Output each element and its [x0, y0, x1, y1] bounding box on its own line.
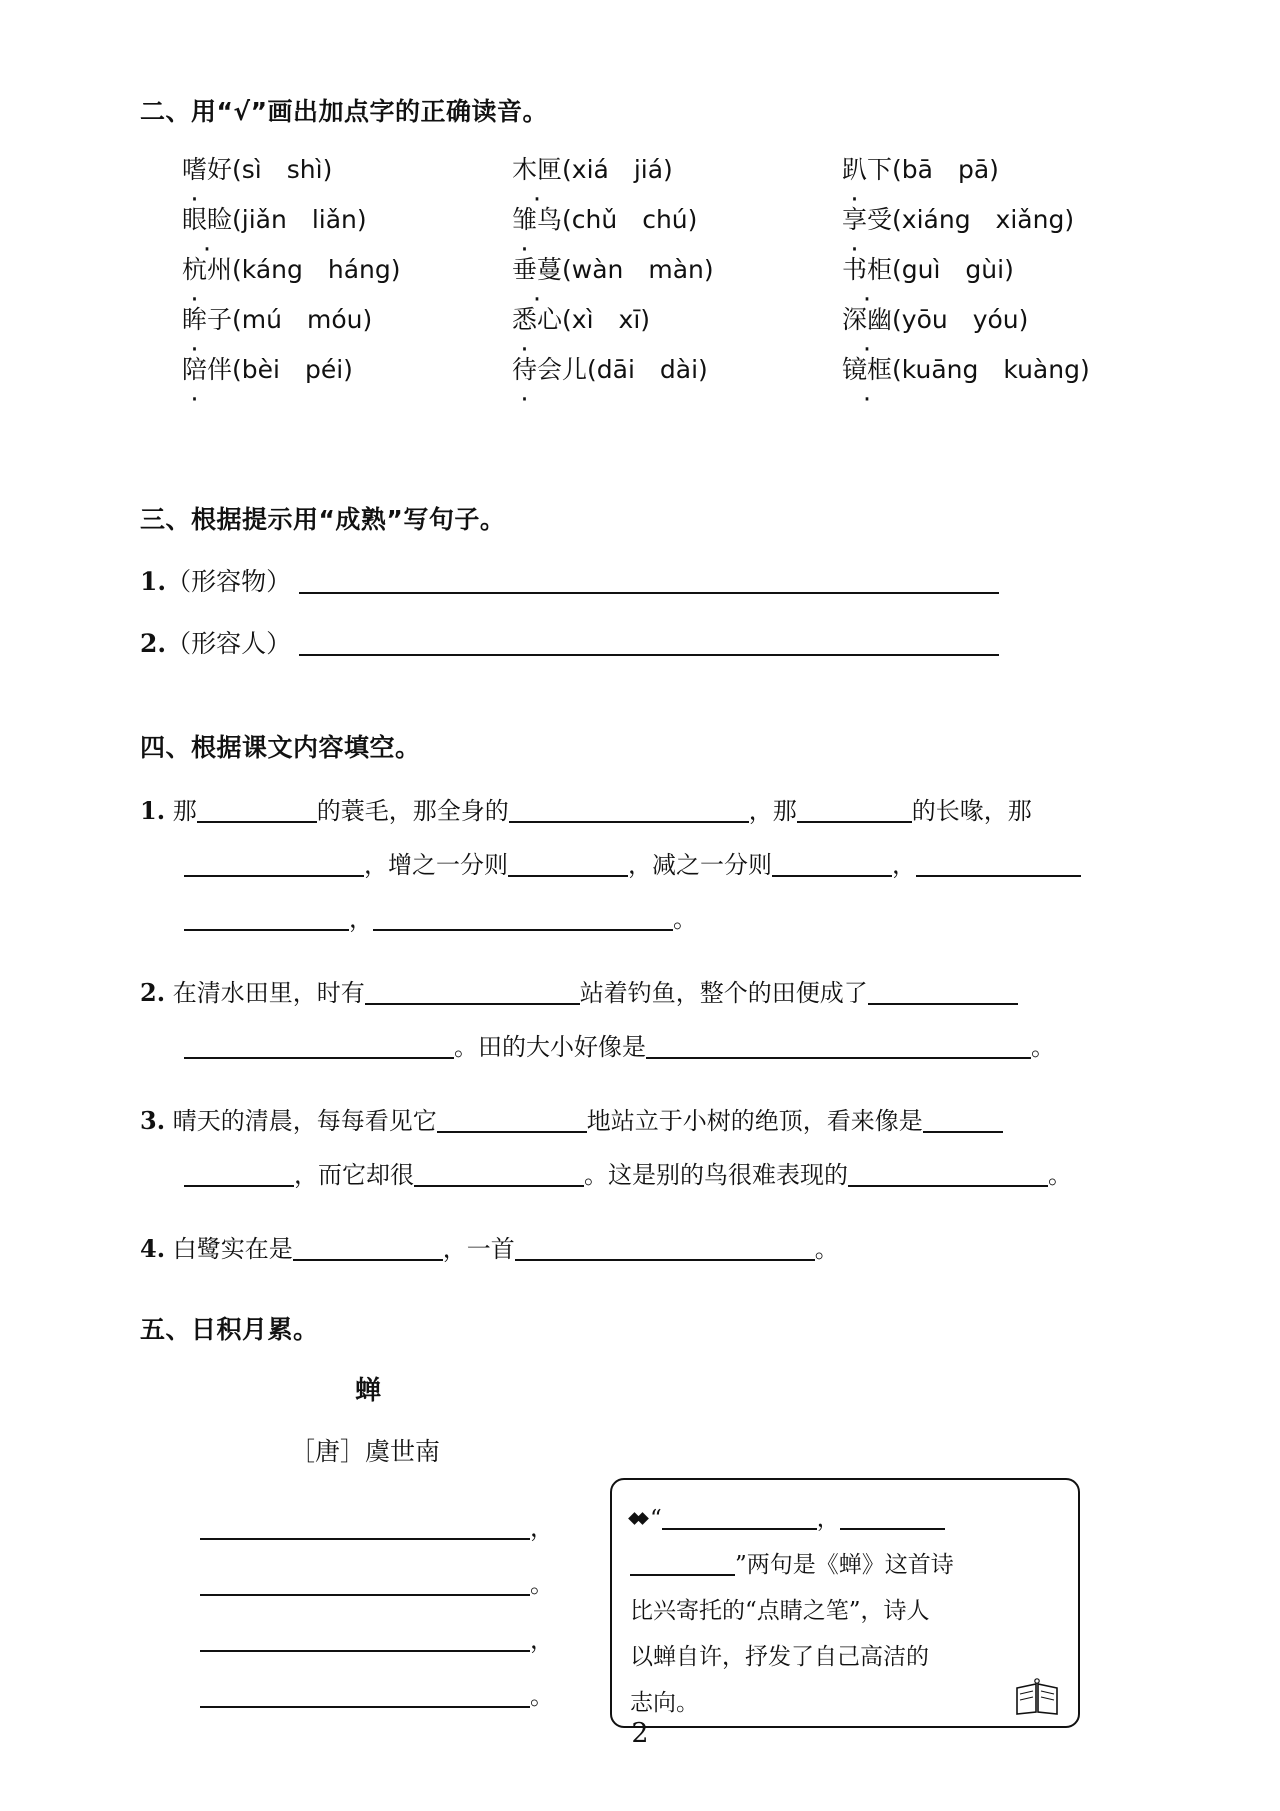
pinyin-options[interactable]: (xiá jiá) [562, 155, 673, 184]
dotted-char: 嗜 [182, 155, 208, 184]
answer-blank[interactable] [293, 1234, 443, 1261]
text-fragment: ， [892, 851, 916, 879]
text-fragment: 。田的大小好像是 [454, 1033, 646, 1061]
word-rest: 受 [867, 205, 893, 234]
dotted-char: 书柜 [842, 255, 893, 284]
note-box [610, 1478, 1080, 1728]
answer-blank[interactable] [509, 796, 749, 823]
question-1 [140, 784, 1160, 946]
section-four [140, 728, 1160, 1276]
open-book-icon [1014, 1678, 1060, 1718]
text-fragment: 那 [172, 797, 197, 825]
note-line [630, 1588, 1058, 1634]
dotted-char: 镜框 [842, 355, 893, 384]
answer-blank[interactable] [868, 978, 1018, 1005]
pinyin-options[interactable]: (kuāng kuàng) [892, 355, 1090, 384]
answer-blank[interactable] [299, 629, 999, 656]
pinyin-options[interactable]: (dāi dài) [587, 355, 708, 384]
pinyin-item[interactable] [800, 200, 1130, 236]
answer-blank[interactable] [365, 978, 580, 1005]
answer-blank[interactable] [184, 1160, 294, 1187]
text-fragment: ，那 [748, 797, 797, 825]
dotted-char: 杭 [182, 255, 208, 284]
text-fragment: 。 [1031, 1033, 1055, 1061]
section-two [140, 92, 1150, 386]
answer-blank[interactable] [848, 1160, 1048, 1187]
poem-author: ［唐］虞世南 [290, 1437, 441, 1466]
pinyin-options[interactable]: (sì shì) [232, 155, 333, 184]
question-line [140, 1222, 1160, 1276]
answer-blank[interactable] [200, 1513, 530, 1540]
question-line [140, 966, 1160, 1020]
pinyin-choice-grid [140, 150, 1150, 386]
question-2 [140, 966, 1160, 1074]
text-fragment: 地站立于小树的绝顶，看来像是 [586, 1107, 923, 1135]
pinyin-item[interactable] [470, 200, 800, 236]
text-fragment: 的长喙，那 [911, 797, 1032, 825]
pinyin-item[interactable] [140, 250, 470, 286]
word-rest: 州 [207, 255, 233, 284]
text-fragment: ，而它却很 [294, 1161, 414, 1189]
poem-line [200, 1500, 620, 1556]
text-fragment: 的蓑毛，那全身的 [316, 797, 509, 825]
note-line [630, 1542, 1058, 1588]
answer-blank[interactable] [797, 796, 912, 823]
answer-blank[interactable] [772, 850, 892, 877]
text-fragment: 在清水田里，时有 [172, 979, 365, 1007]
question-line [140, 1148, 1160, 1202]
pinyin-item[interactable] [470, 300, 800, 336]
answer-blank[interactable] [437, 1106, 587, 1133]
section-three-title: 三、根据提示用“成熟”写句子。 [140, 505, 506, 534]
pinyin-options[interactable]: (jiǎn liǎn) [232, 205, 367, 234]
item-label: （形容人） [166, 629, 292, 658]
item-number: 1. [140, 567, 167, 596]
dotted-char: 深幽 [842, 305, 893, 334]
section-two-title: 二、用“√”画出加点字的正确读音。 [140, 97, 549, 126]
text-fragment: 比兴寄托的“点睛之笔”，诗人 [630, 1598, 930, 1624]
answer-blank[interactable] [630, 1549, 735, 1576]
answer-blank[interactable] [646, 1032, 1031, 1059]
answer-blank[interactable] [200, 1625, 530, 1652]
pinyin-item[interactable] [800, 350, 1130, 386]
dotted-char: 眼睑 [182, 205, 233, 234]
dotted-char: 悉 [512, 305, 538, 334]
pinyin-item[interactable] [140, 200, 470, 236]
pinyin-item[interactable] [470, 150, 800, 186]
text-fragment: 晴天的清晨，每每看见它 [172, 1107, 437, 1135]
word-rest: 伴 [207, 355, 233, 384]
answer-blank[interactable] [515, 1234, 815, 1261]
item-number: 4. [140, 1234, 166, 1263]
quote-close: ” [735, 1552, 747, 1578]
word-rest: 下 [867, 155, 893, 184]
pinyin-options[interactable]: (guì gùi) [892, 255, 1014, 284]
pinyin-options[interactable]: (xiáng xiǎng) [892, 205, 1075, 234]
text-fragment: 以蝉自许，抒发了自己高洁的 [630, 1644, 929, 1670]
dotted-char: 雏 [512, 205, 538, 234]
answer-blank[interactable] [184, 904, 349, 931]
question-line [140, 892, 1160, 946]
text-fragment: ， [816, 1506, 840, 1532]
pinyin-item[interactable] [800, 150, 1130, 186]
text-fragment: 。 [1048, 1161, 1072, 1189]
section-three-row [140, 562, 1150, 598]
quote-open: “ [650, 1506, 662, 1532]
answer-blank[interactable] [200, 1681, 530, 1708]
dotted-char: 垂蔓 [512, 255, 563, 284]
pinyin-options[interactable]: (mú móu) [232, 305, 373, 334]
dotted-char: 陪 [182, 355, 208, 384]
item-number: 3. [140, 1106, 166, 1135]
item-number: 1. [140, 796, 166, 825]
pinyin-item[interactable] [800, 300, 1130, 336]
pinyin-item[interactable] [140, 300, 470, 336]
text-fragment: 。 [673, 905, 697, 933]
answer-blank[interactable] [184, 850, 364, 877]
section-three [140, 500, 1150, 660]
pinyin-options[interactable]: (káng háng) [232, 255, 401, 284]
pinyin-options[interactable]: (xì xī) [562, 305, 651, 334]
pinyin-options[interactable]: (wàn màn) [562, 255, 714, 284]
page-number: 2 [631, 1718, 649, 1749]
pinyin-options[interactable]: (bèi péi) [232, 355, 353, 384]
note-line [630, 1634, 1058, 1680]
dotted-char: 眸 [182, 305, 208, 334]
answer-blank[interactable] [916, 850, 1081, 877]
section-five-title: 五、日积月累。 [140, 1315, 319, 1344]
line-punct: ， [530, 1514, 554, 1542]
word-rest: 子 [207, 305, 233, 334]
dotted-char: 木匣 [512, 155, 563, 184]
answer-blank[interactable] [184, 1032, 454, 1059]
text-fragment: 站着钓鱼，整个的田便成了 [579, 979, 868, 1007]
section-four-title: 四、根据课文内容填空。 [140, 733, 421, 762]
word-rest: 心 [537, 305, 563, 334]
pinyin-item[interactable] [470, 350, 800, 386]
pinyin-item[interactable] [800, 250, 1130, 286]
pinyin-options[interactable]: (bā pā) [892, 155, 999, 184]
pinyin-options[interactable]: (yōu yóu) [892, 305, 1029, 334]
question-3 [140, 1094, 1160, 1202]
question-4 [140, 1222, 1160, 1276]
item-number: 2. [140, 629, 167, 658]
word-rest: 会儿 [537, 355, 588, 384]
note-line [630, 1496, 1058, 1542]
question-line [140, 1094, 1160, 1148]
question-line [140, 838, 1160, 892]
answer-blank[interactable] [414, 1160, 584, 1187]
pinyin-item[interactable] [140, 150, 470, 186]
item-label: （形容物） [166, 567, 292, 596]
poem-title: 蝉 [355, 1376, 382, 1406]
dotted-char: 待 [512, 355, 538, 384]
pinyin-item[interactable] [470, 250, 800, 286]
section-five [140, 1310, 1160, 1716]
dotted-char: 享 [842, 205, 868, 234]
poem-blank-lines [200, 1500, 620, 1724]
question-line [140, 784, 1160, 838]
line-punct: ， [530, 1626, 554, 1654]
answer-blank[interactable] [200, 1569, 530, 1596]
answer-blank[interactable] [662, 1503, 817, 1530]
answer-blank[interactable] [299, 567, 999, 594]
word-rest: 鸟 [537, 205, 563, 234]
text-fragment: 。这是别的鸟很难表现的 [584, 1161, 848, 1189]
text-fragment: 。 [814, 1235, 839, 1263]
text-fragment: ，减之一分则 [628, 851, 772, 879]
answer-blank[interactable] [373, 904, 673, 931]
answer-blank[interactable] [508, 850, 628, 877]
line-punct: 。 [530, 1682, 554, 1710]
poem-line [200, 1612, 620, 1668]
text-fragment: 志向。 [630, 1690, 699, 1716]
pinyin-options[interactable]: (chǔ chú) [562, 205, 698, 234]
item-number: 2. [140, 978, 166, 1007]
answer-blank[interactable] [840, 1503, 945, 1530]
poem-area [140, 1370, 1160, 1716]
text-fragment: ， [349, 905, 373, 933]
poem-line [200, 1668, 620, 1724]
diamond-bullet-icon [630, 1510, 648, 1528]
line-punct: 。 [530, 1570, 554, 1598]
answer-blank[interactable] [197, 796, 317, 823]
section-three-row [140, 624, 1150, 660]
text-fragment: ，一首 [442, 1235, 515, 1263]
text-fragment: ，增之一分则 [364, 851, 508, 879]
poem-line [200, 1556, 620, 1612]
answer-blank[interactable] [923, 1106, 1003, 1133]
word-rest: 好 [207, 155, 233, 184]
pinyin-item[interactable] [140, 350, 470, 386]
text-fragment: 白鹭实在是 [172, 1235, 293, 1263]
question-line [140, 1020, 1160, 1074]
dotted-char: 趴 [842, 155, 868, 184]
text-fragment: 两句是《蝉》这首诗 [746, 1552, 954, 1578]
